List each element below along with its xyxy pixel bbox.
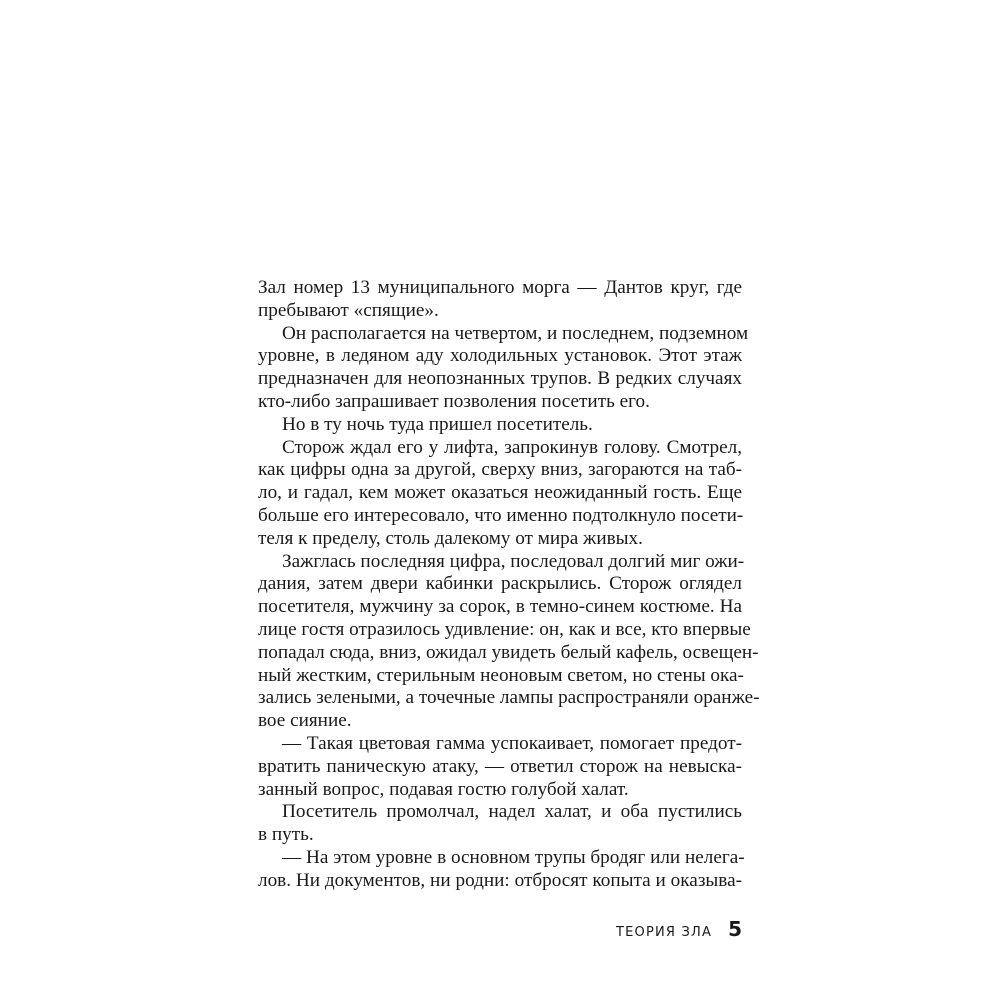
text-line: теля к пределу, столь далекому от мира живых. [258,527,643,549]
body-text [258,277,760,893]
text-line: ный жестким, стерильным неоновым светом, но стены ока- [258,664,744,686]
text-line: пребывают «спящие». [258,299,439,321]
text-line: в путь. [258,824,314,846]
page-number: 5 [728,917,742,941]
text-line: Он располагается на четвертом, и последнем, подземном [282,322,749,344]
text-line: занный вопрос, подавая гостю голубой халат. [258,778,629,800]
running-title: ТЕОРИЯ ЗЛА [615,925,713,940]
text-line: предназначен для неопознанных трупов. В редких случаях [258,368,742,390]
text-line: Зажглась последняя цифра, последовал долгий миг ожи- [282,550,745,572]
text-line: вратить паническую атаку, — ответил сторож на невыска- [258,755,742,777]
text-line: зались зелеными, а точечные лампы распространяли оранже- [258,687,760,709]
text-line: посетителя, мужчину за сорок, в темно-синем костюме. На [258,596,742,618]
text-line: — На этом уровне в основном трупы бродяг или нелега- [282,846,745,868]
text-line: Посетитель промолчал, надел халат, и оба пустились [282,801,742,823]
text-line: лице гостя отразилось удивление: он, как и все, кто впервые [258,618,751,640]
text-line: кто-либо запрашивает позволения посетить его. [258,390,650,412]
text-line: ло, и гадал, кем может оказаться неожиданный гость. Еще [258,482,742,504]
text-line: лов. Ни документов, ни родни: отбросят копыта и оказыва- [258,869,742,891]
text-line: как цифры одна за другой, сверху вниз, загораются на таб- [258,459,742,481]
text-line: уровне, в ледяном аду холодильных установок. Этот этаж [258,345,742,367]
page-footer [616,917,742,941]
text-line: попадал сюда, вниз, ожидал увидеть белый кафель, освещен- [258,641,759,663]
text-line: Но в ту ночь туда пришел посетитель. [282,413,593,435]
text-line: больше его интересовало, что именно подтолкнуло посети- [258,504,744,526]
text-line: — Такая цветовая гамма успокаивает, помогает предот- [282,732,742,754]
text-line: вое сияние. [258,710,352,732]
text-line: Зал номер 13 муниципального морга — Дантов круг, где [258,277,742,298]
text-line: дания, затем двери кабинки раскрылись. Сторож оглядел [258,573,742,595]
text-line: Сторож ждал его у лифта, запрокинув голову. Смотрел, [282,436,742,458]
